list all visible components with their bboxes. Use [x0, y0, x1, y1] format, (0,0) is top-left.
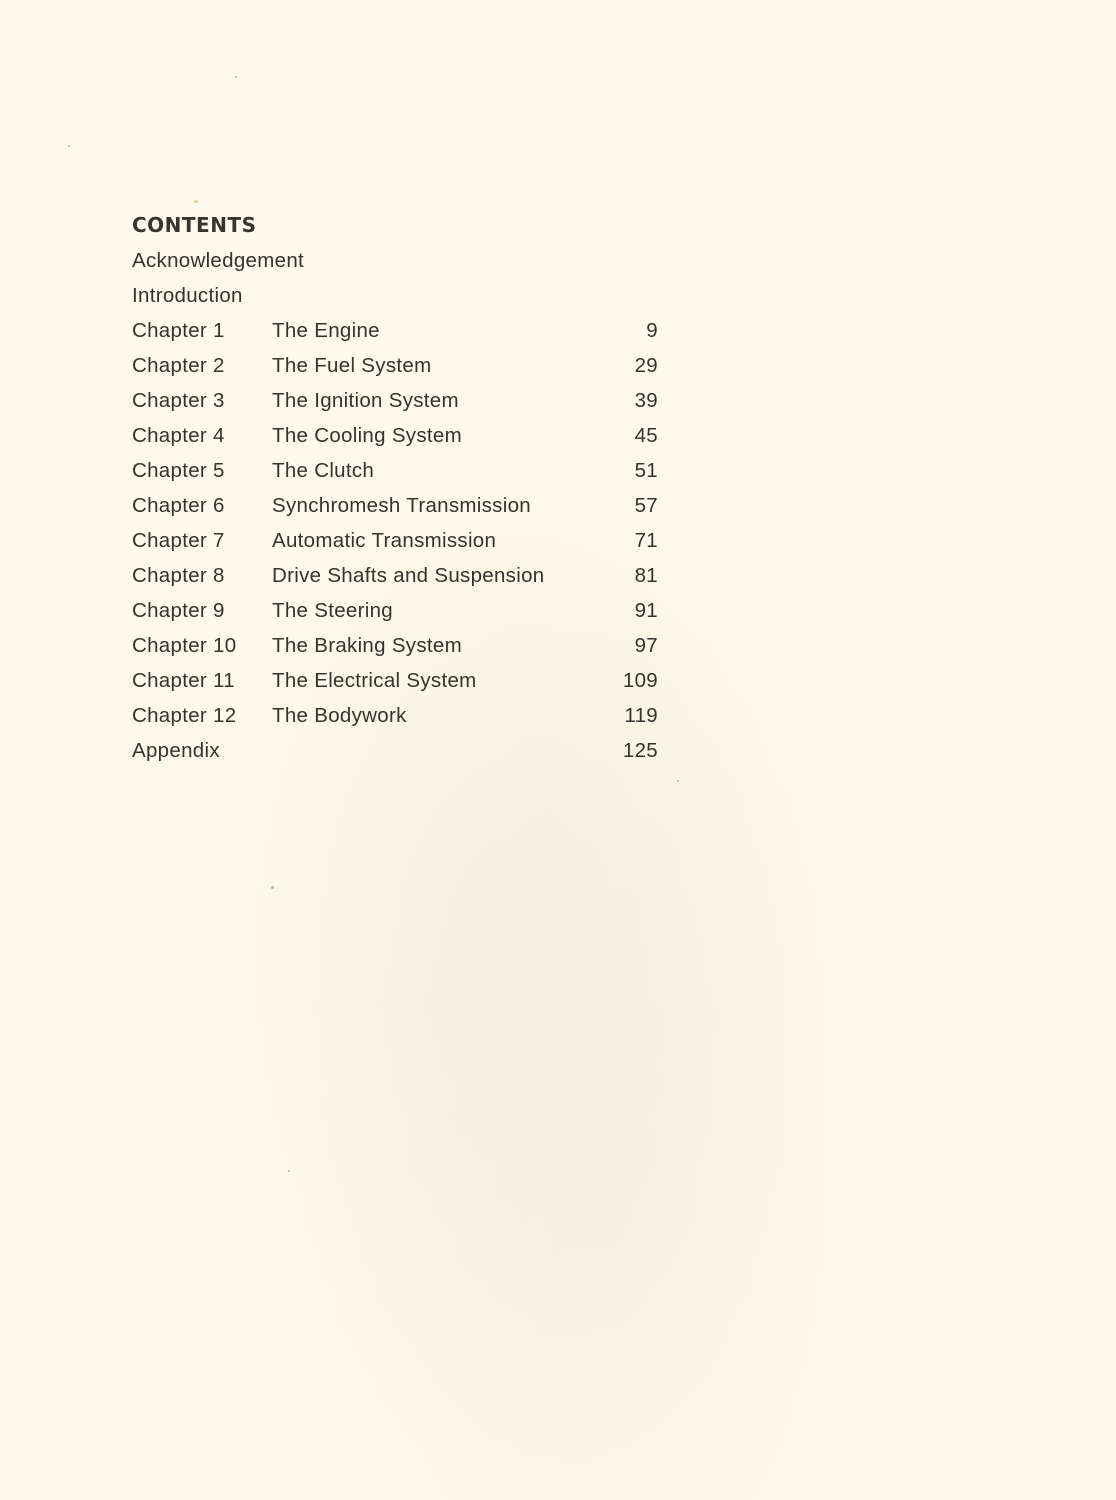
chapter-number: Chapter 7 — [132, 529, 225, 552]
chapter-title: The Braking System — [272, 634, 462, 657]
chapter-number: Chapter 10 — [132, 634, 237, 657]
chapter-number: Chapter 1 — [132, 319, 225, 342]
page-number: 45 — [634, 424, 658, 447]
toc-entry-label: Acknowledgement — [132, 249, 305, 272]
page-number: 81 — [634, 564, 658, 587]
chapter-number: Chapter 11 — [132, 669, 235, 692]
chapter-number: Chapter 5 — [132, 459, 225, 482]
page-number: 119 — [624, 704, 658, 727]
toc-entry-appendix[interactable] — [132, 733, 672, 768]
page-number: 125 — [622, 739, 658, 762]
toc-entry-chapter[interactable] — [132, 628, 672, 663]
chapter-number: Chapter 4 — [132, 424, 225, 447]
chapter-number: Chapter 2 — [132, 354, 225, 377]
page-number: 91 — [634, 599, 658, 622]
chapter-title: The Fuel System — [272, 354, 432, 377]
paper-speck — [677, 780, 679, 782]
table-of-contents — [132, 208, 672, 768]
chapter-number: Chapter 6 — [132, 494, 225, 517]
page-number: 9 — [646, 319, 658, 342]
paper-speck — [194, 200, 198, 203]
toc-entry-chapter[interactable] — [132, 698, 672, 733]
chapter-number: Chapter 12 — [132, 704, 237, 727]
chapter-title: Synchromesh Transmission — [272, 494, 531, 517]
contents-heading: CONTENTS — [132, 213, 257, 237]
paper-speck — [288, 1170, 290, 1172]
chapter-title: The Electrical System — [272, 669, 477, 692]
toc-entry-introduction[interactable] — [132, 278, 672, 313]
chapter-number: Chapter 3 — [132, 389, 225, 412]
toc-entry-label: Appendix — [132, 739, 220, 762]
page-number: 57 — [634, 494, 658, 517]
paper-speck — [235, 76, 237, 78]
paper-speck — [271, 886, 274, 889]
page-number: 29 — [634, 354, 658, 377]
toc-entry-chapter[interactable] — [132, 663, 672, 698]
toc-entry-chapter[interactable] — [132, 383, 672, 418]
toc-entry-chapter[interactable] — [132, 488, 672, 523]
chapter-number: Chapter 8 — [132, 564, 225, 587]
toc-entry-chapter[interactable] — [132, 313, 672, 348]
toc-entry-chapter[interactable] — [132, 418, 672, 453]
chapter-title: The Bodywork — [272, 704, 407, 727]
chapter-title: The Engine — [272, 319, 380, 342]
chapter-title: Drive Shafts and Suspension — [272, 564, 545, 587]
toc-entry-chapter[interactable] — [132, 348, 672, 383]
page-number: 97 — [634, 634, 658, 657]
toc-entry-chapter[interactable] — [132, 593, 672, 628]
page-number: 39 — [634, 389, 658, 412]
chapter-title: Automatic Transmission — [272, 529, 497, 552]
page-number: 71 — [634, 529, 658, 552]
chapter-title: The Cooling System — [272, 424, 462, 447]
chapter-title: The Steering — [272, 599, 393, 622]
toc-entry-chapter[interactable] — [132, 453, 672, 488]
toc-entry-acknowledgement[interactable] — [132, 243, 672, 278]
chapter-title: The Ignition System — [272, 389, 459, 412]
paper-speck — [68, 145, 70, 147]
chapter-number: Chapter 9 — [132, 599, 225, 622]
page-number: 109 — [622, 669, 658, 692]
toc-entry-label: Introduction — [132, 284, 243, 307]
toc-entry-chapter[interactable] — [132, 558, 672, 593]
toc-entry-chapter[interactable] — [132, 523, 672, 558]
page-number: 51 — [634, 459, 658, 482]
chapter-title: The Clutch — [272, 459, 375, 482]
